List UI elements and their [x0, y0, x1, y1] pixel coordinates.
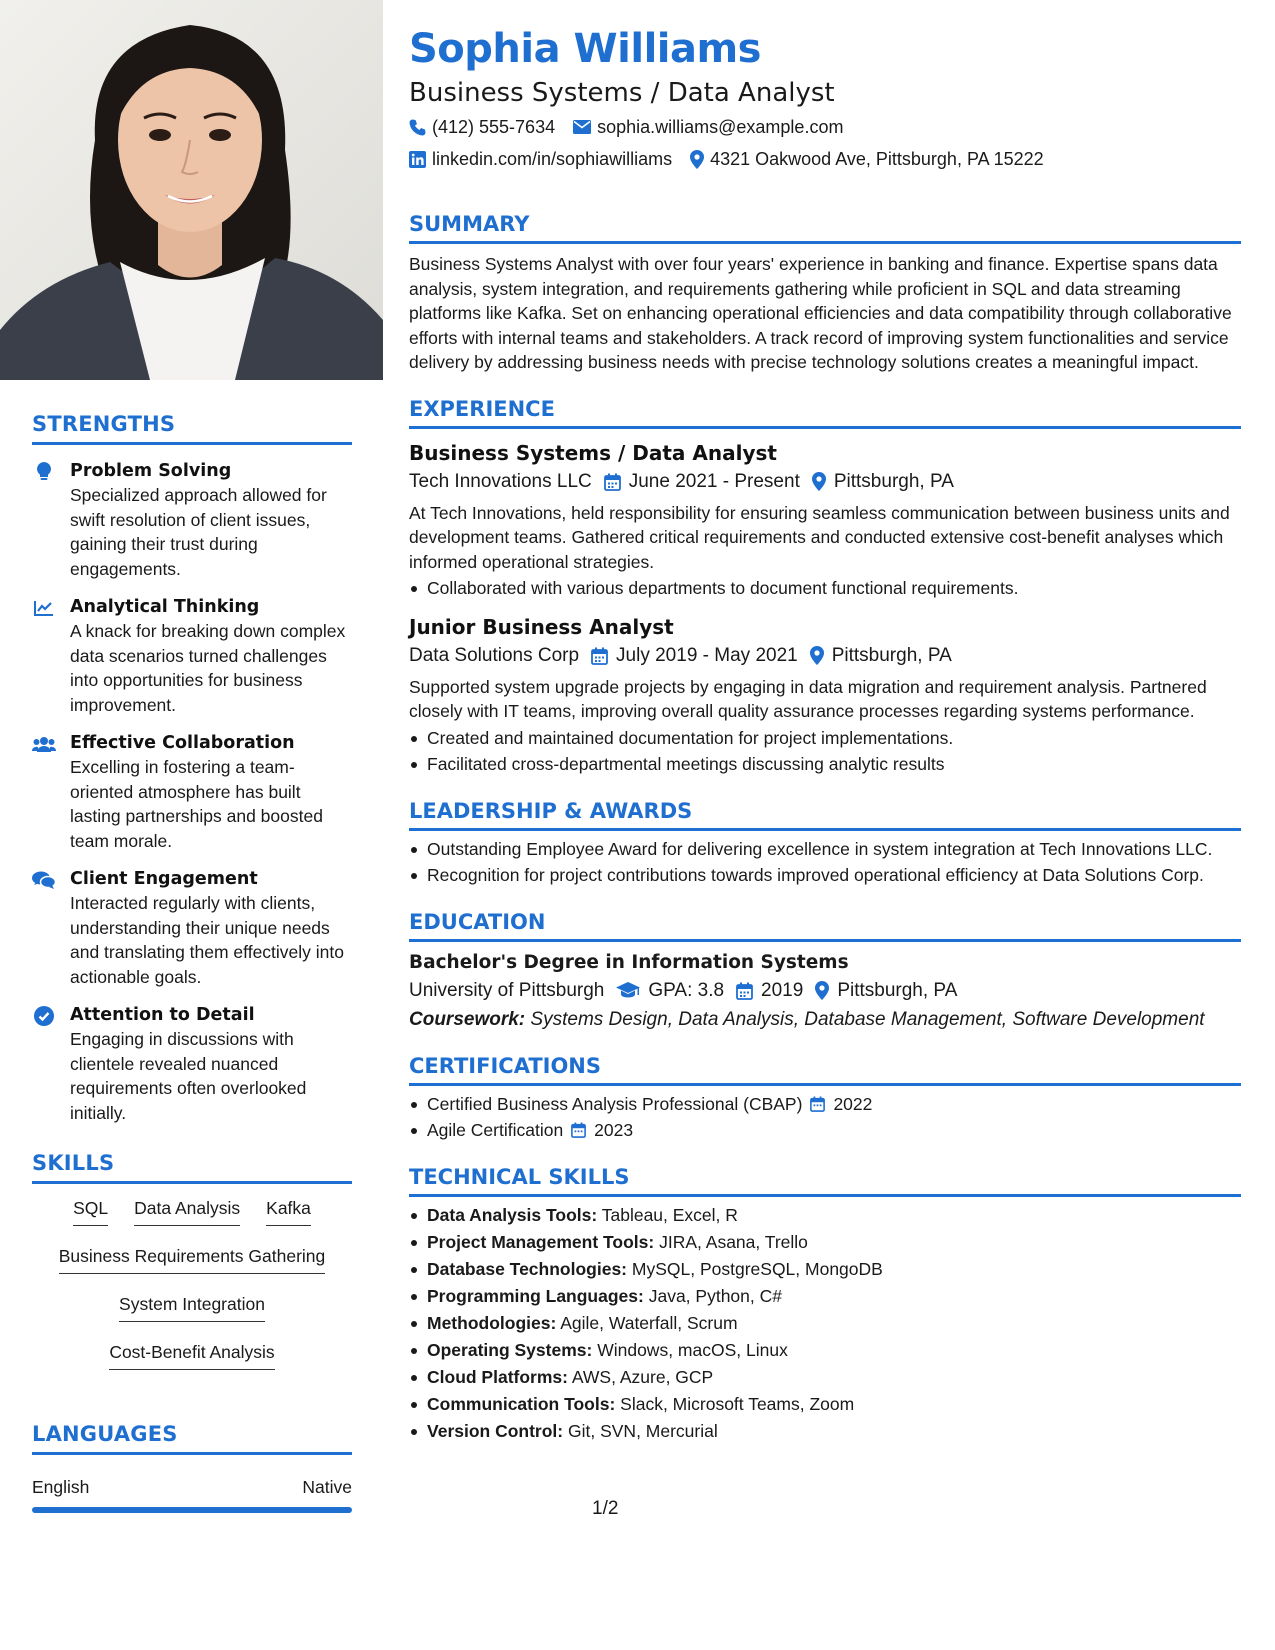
job-entry [409, 613, 1241, 777]
candidate-role: Business Systems / Data Analyst [409, 78, 835, 108]
tech-skill-value: MySQL, PostgreSQL, MongoDB [631, 1258, 883, 1279]
chart-line-icon [32, 597, 56, 619]
job-dates: June 2021 - Present [628, 470, 800, 492]
calendar-icon [571, 1122, 586, 1138]
users-icon [32, 733, 56, 755]
education-title: EDUCATION [409, 908, 1241, 942]
education-meta [409, 976, 1241, 1006]
left-content [32, 412, 352, 1513]
language-name: English [32, 1477, 90, 1497]
strength-item [32, 1003, 352, 1125]
skill-row [32, 1340, 352, 1370]
calendar-icon [604, 473, 621, 491]
school-name: University of Pittsburgh [409, 979, 605, 1001]
contact-email[interactable] [573, 112, 843, 142]
map-marker-icon [815, 981, 829, 1000]
school-location: Pittsburgh, PA [837, 979, 958, 1001]
language-level: Native [302, 1477, 352, 1497]
skill-row [32, 1244, 352, 1274]
tech-skill-item [409, 1203, 1241, 1227]
job-location: Pittsburgh, PA [833, 470, 954, 492]
job-title: Junior Business Analyst [409, 614, 674, 639]
strength-item [32, 731, 352, 853]
linkedin-text: linkedin.com/in/sophiawilliams [432, 149, 673, 169]
skill-row [32, 1292, 352, 1322]
job-title: Business Systems / Data Analyst [409, 440, 777, 465]
strength-title: Attention to Detail [70, 1005, 255, 1025]
lightbulb-icon [32, 461, 56, 483]
map-marker-icon [812, 472, 826, 491]
tech-skill-label: Operating Systems: [427, 1339, 593, 1360]
contact-linkedin[interactable] [409, 144, 672, 174]
job-entry [409, 439, 1241, 601]
calendar-icon [810, 1096, 825, 1112]
certification-year: 2022 [833, 1093, 873, 1114]
strength-desc: Specialized approach allowed for swift resolution of client issues, gaining their trust during engagements. [70, 485, 327, 579]
technical-skills-section [409, 1163, 1241, 1443]
job-description: At Tech Innovations, held responsibility for ensuring seamless communication between business units and development teams. Gathered critical requirements and conducted extensive cost-benefit analyses which informed operational strategies. [409, 502, 1230, 572]
strength-item [32, 595, 352, 717]
tech-skill-item [409, 1392, 1241, 1416]
skill-tag: Business Requirements Gathering [59, 1244, 326, 1274]
page-indicator: 1/2 [592, 1498, 619, 1519]
job-company: Data Solutions Corp [409, 644, 580, 666]
technical-skills-title: TECHNICAL SKILLS [409, 1163, 1241, 1197]
job-meta [409, 641, 1241, 671]
graduation-cap-icon [616, 982, 640, 999]
map-marker-icon [690, 150, 704, 169]
tech-skill-item [409, 1419, 1241, 1443]
phone-icon [409, 119, 426, 136]
certifications-section [409, 1052, 1241, 1143]
calendar-icon [591, 647, 608, 665]
strength-desc: Interacted regularly with clients, understanding their unique needs and translating them effectively into actionable goals. [70, 893, 345, 987]
certification-name: Certified Business Analysis Professional (CBAP) [427, 1093, 803, 1114]
strength-title: Analytical Thinking [70, 597, 260, 617]
strength-title: Effective Collaboration [70, 733, 295, 753]
tech-skill-item [409, 1365, 1241, 1389]
envelope-icon [573, 120, 591, 134]
job-bullet: Collaborated with various departments to document functional requirements. [409, 576, 1241, 601]
tech-skill-value: JIRA, Asana, Trello [659, 1231, 808, 1252]
tech-skill-value: Git, SVN, Mercurial [568, 1420, 718, 1441]
tech-skill-label: Data Analysis Tools: [427, 1204, 598, 1225]
experience-title: EXPERIENCE [409, 395, 1241, 429]
strength-title: Problem Solving [70, 461, 232, 481]
check-circle-icon [32, 1005, 56, 1027]
degree-title: Bachelor's Degree in Information Systems [409, 951, 849, 973]
skills-list [32, 1196, 352, 1370]
strength-desc: Engaging in discussions with clientele revealed nuanced requirements often overlooked initially. [70, 1029, 307, 1123]
summary-title: SUMMARY [409, 210, 1241, 244]
tech-skill-item [409, 1230, 1241, 1254]
left-column [0, 0, 383, 1650]
email-text: sophia.williams@example.com [597, 117, 844, 137]
strength-item [32, 867, 352, 989]
skill-tag: SQL [73, 1196, 108, 1226]
tech-skill-value: Java, Python, C# [648, 1285, 782, 1306]
job-meta [409, 467, 1241, 497]
skill-tag: System Integration [119, 1292, 265, 1322]
tech-skill-label: Cloud Platforms: [427, 1366, 568, 1387]
tech-skill-value: Slack, Microsoft Teams, Zoom [620, 1393, 855, 1414]
skill-tag: Kafka [266, 1196, 311, 1226]
strength-desc: Excelling in fostering a team-oriented atmosphere has built lasting partnerships and boosted team morale. [70, 757, 323, 851]
job-dates: July 2019 - May 2021 [616, 644, 798, 666]
tech-skill-value: Windows, macOS, Linux [597, 1339, 788, 1360]
tech-skill-label: Methodologies: [427, 1312, 557, 1333]
gpa-text: GPA: 3.8 [648, 979, 725, 1001]
award-item: Recognition for project contributions towards improved operational efficiency at Data Solutions Corp. [409, 863, 1241, 888]
phone-text: (412) 555-7634 [432, 117, 556, 137]
education-section [409, 908, 1241, 1032]
skills-title: SKILLS [32, 1151, 352, 1184]
award-item: Outstanding Employee Award for delivering excellence in system integration at Tech Innovations LLC. [409, 837, 1241, 862]
experience-section [409, 395, 1241, 777]
job-bullet: Created and maintained documentation for project implementations. [409, 726, 1241, 751]
certification-name: Agile Certification [427, 1120, 564, 1140]
graduation-year: 2019 [761, 979, 804, 1001]
strengths-title: STRENGTHS [32, 412, 352, 445]
skill-tag: Data Analysis [134, 1196, 240, 1226]
tech-skill-label: Version Control: [427, 1420, 564, 1441]
leadership-title: LEADERSHIP & AWARDS [409, 797, 1241, 831]
profile-photo [0, 0, 383, 380]
strength-title: Client Engagement [70, 869, 258, 889]
coursework-text: Systems Design, Data Analysis, Database Management, Software Development [530, 1008, 1205, 1030]
skill-row [32, 1196, 352, 1226]
comments-icon [32, 869, 56, 891]
right-column [409, 22, 1241, 1443]
tech-skill-item [409, 1311, 1241, 1335]
tech-skill-label: Communication Tools: [427, 1393, 616, 1414]
calendar-icon [736, 982, 753, 1000]
contact-line [409, 112, 1241, 142]
strength-desc: A knack for breaking down complex data scenarios turned challenges into opportunities for business improvement. [70, 621, 346, 715]
job-location: Pittsburgh, PA [831, 644, 952, 666]
tech-skill-value: AWS, Azure, GCP [571, 1366, 714, 1387]
language-item [32, 1475, 352, 1499]
languages-title: LANGUAGES [32, 1422, 352, 1455]
certification-year: 2023 [594, 1120, 634, 1140]
coursework [409, 1008, 1241, 1032]
job-description: Supported system upgrade projects by engaging in data migration and requirement analysis. Partnered closely with IT teams, improving overall quality assurance processes regarding systems performance. [409, 676, 1207, 721]
tech-skill-label: Project Management Tools: [427, 1231, 655, 1252]
tech-skill-value: Agile, Waterfall, Scrum [560, 1312, 738, 1333]
certification-item [409, 1118, 1241, 1143]
map-marker-icon [810, 646, 824, 665]
candidate-name: Sophia Williams [409, 26, 761, 72]
contact-line [409, 144, 1241, 174]
job-bullet: Facilitated cross-departmental meetings discussing analytic results [409, 752, 1241, 777]
language-proficiency-bar [32, 1507, 352, 1513]
tech-skill-value: Tableau, Excel, R [601, 1204, 738, 1225]
certification-item [409, 1092, 1241, 1117]
contact-phone[interactable] [409, 112, 555, 142]
leadership-section [409, 797, 1241, 888]
address-text: 4321 Oakwood Ave, Pittsburgh, PA 15222 [710, 149, 1044, 169]
coursework-label: Coursework: [409, 1008, 526, 1030]
summary-text: Business Systems Analyst with over four years' experience in banking and finance. Expertise spans data analysis, system integration, and requirements gathering while proficient in SQL and data streaming platforms like Kafka. Set on enhancing operational efficiencies and data compatibility through collaborative efforts with internal teams and stakeholders. A track record of improving system functionalities and service delivery by addressing business needs with precise technology solutions creates a meaningful impact. [409, 254, 1232, 372]
tech-skill-label: Programming Languages: [427, 1285, 644, 1306]
summary-section [409, 210, 1241, 375]
job-company: Tech Innovations LLC [409, 470, 592, 492]
certifications-title: CERTIFICATIONS [409, 1052, 1241, 1086]
tech-skill-item [409, 1257, 1241, 1281]
skill-tag: Cost-Benefit Analysis [109, 1340, 274, 1370]
tech-skill-label: Database Technologies: [427, 1258, 628, 1279]
tech-skill-item [409, 1284, 1241, 1308]
tech-skill-item [409, 1338, 1241, 1362]
contact-address [690, 144, 1044, 174]
linkedin-icon [409, 151, 426, 168]
strength-item [32, 459, 352, 581]
